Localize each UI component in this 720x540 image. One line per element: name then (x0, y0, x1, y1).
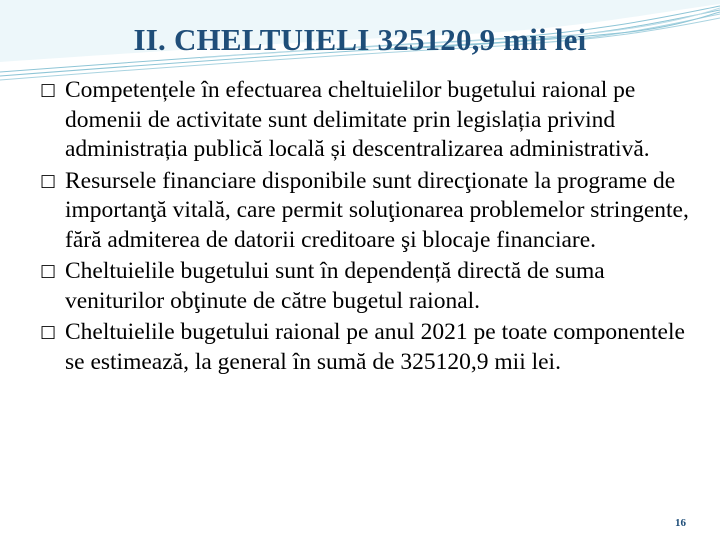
bullet-text: Cheltuielile bugetului sunt în dependență directă de suma veniturilor obţinute de către bugetul raional. (65, 258, 605, 314)
bullet-item (40, 257, 690, 316)
checkbox-bullet-icon: □ (40, 170, 57, 191)
bullet-text: Resursele financiare disponibile sunt direcţionate la programe de importanţă vitală, care permit soluţionarea problemelor stringente, fără admiterea de datorii creditoare şi blocaje financiare. (65, 167, 689, 253)
bullet-item (40, 76, 690, 165)
checkbox-bullet-icon: □ (40, 322, 57, 342)
bullet-text: Competențele în efectuarea cheltuielilor bugetului raional pe domenii de activitate sunt delimitate prin legislația privind administrația publică locală și descentralizarea administrativă. (65, 77, 650, 162)
checkbox-bullet-icon: □ (40, 80, 57, 100)
bullet-item (40, 318, 690, 377)
checkbox-bullet-icon: □ (40, 261, 57, 281)
bullet-item (40, 167, 690, 256)
slide-title: II. CHELTUIELI 325120,9 mii lei (133, 22, 587, 57)
bullet-text: Cheltuielile bugetului raional pe anul 2021 pe toate componentele se estimează, la general în sumă de 325120,9 mii lei. (65, 319, 685, 375)
bullet-list (40, 76, 690, 379)
page-number: 16 (675, 517, 686, 529)
